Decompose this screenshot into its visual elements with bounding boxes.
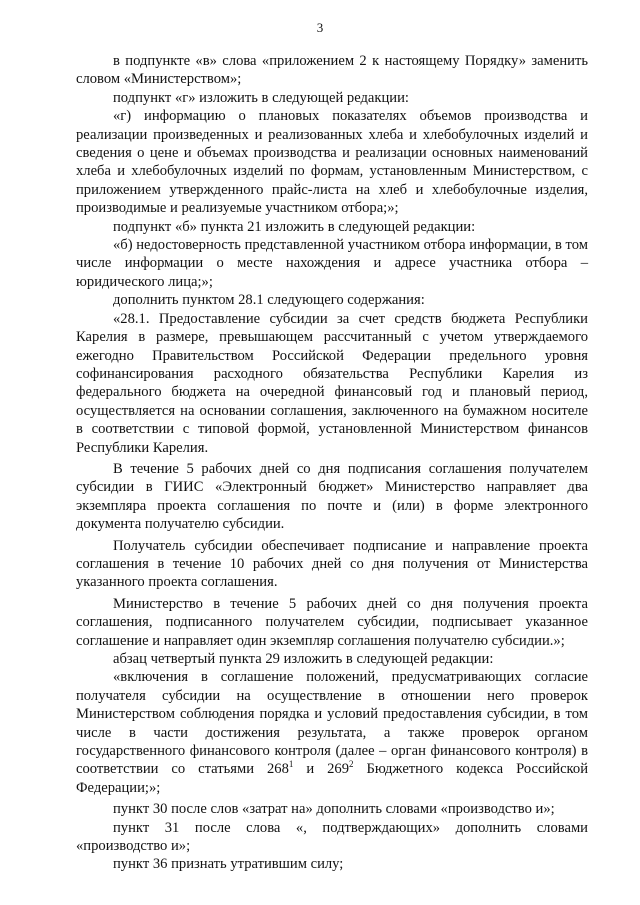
paragraph: Министерство в течение 5 рабочих дней со дня получения проекта соглашения, подписанного получателем субсидии, подписывает указанное соглашение и направляет один экземпляр соглашения получателю субсидии.»; [76,595,588,649]
paragraph: абзац четвертый пункта 29 изложить в следующей редакции: [113,651,494,667]
superscript: 1 [288,759,294,770]
paragraph: в подпункте «в» слова «приложением 2 к настоящему Порядку» заменить словом «Министерством»; [76,53,588,88]
paragraph-point-29 [76,668,588,797]
paragraph: подпункт «г» изложить в следующей редакции: [113,89,409,106]
paragraph: Получатель субсидии обеспечивает подписание и направление проекта соглашения в течение 10 рабочих дней со дня получения от Министерства указанного проекта соглашения. [76,537,588,591]
paragraph: пункт 36 признать утратившим силу; [113,856,344,873]
superscript: 2 [349,759,354,770]
paragraph: пункт 30 после слов «затрат на» дополнить словами «производство и»; [113,801,555,818]
paragraph: пункт 31 после слова «, подтверждающих» дополнить словами «производство и»; [76,819,588,855]
paragraph-text: и 269 [293,761,350,778]
paragraph: В течение 5 рабочих дней со дня подписания соглашения получателем субсидии в ГИИС «Электронный бюджет» Министерство направляет два экземпляра проекта соглашения по почте и (или) в форме электронного документа получателю субсидии. [76,460,588,533]
page-number: 3 [316,20,324,35]
paragraph: «28.1. Предоставление субсидии за счет средств бюджета Республики Карелия в размере, превышающем рассчитанный с учетом утверждаемого ежегодно Правительством Российской Федерации предельного уровня софинансирования расходного обязательства Республики Карелия из федерального бюджета на очередной финансовый год и плановый период, осуществляется на основании соглашения, заключенного на бумажном носителе в соответствии с типовой формой, установленной Министерством финансов Республики Карелия. [76,310,588,456]
paragraph-text: «включения в соглашение положений, предусматривающих согласие получателя субсидии на осуществление в отношении него проверок Министерством соблюдения порядка и условий предоставления субсидии, в том числе в части достижения результата, а также проверок органом государственного финансового контроля (далее – орган финансового контроля) в соответствии со статьями 268 [76,669,588,778]
paragraph-text: Бюджетного кодекса Российской Федерации;»; [76,761,589,796]
paragraph: дополнить пунктом 28.1 следующего содержания: [113,292,425,309]
document-body [76,52,588,874]
paragraph: «б) недостоверность представленной участником отбора информации, в том числе информации о месте нахождения и адресе участника отбора – юридического лица;»; [76,237,588,290]
paragraph: подпункт «б» пункта 21 изложить в следующей редакции: [113,218,476,235]
paragraph: «г) информацию о плановых показателях объемов производства и реализации произведенных и реализованных хлеба и хлебобулочных изделий и сведения о цене и объемах производства и реализации основных наименований хлеба и хлебобулочных изделий по формам, установленным Министерством, с приложением утвержденного прайс-листа на хлеб и хлебобулочные изделия, производимые и реализуемые участником отбора;»; [76,108,588,217]
